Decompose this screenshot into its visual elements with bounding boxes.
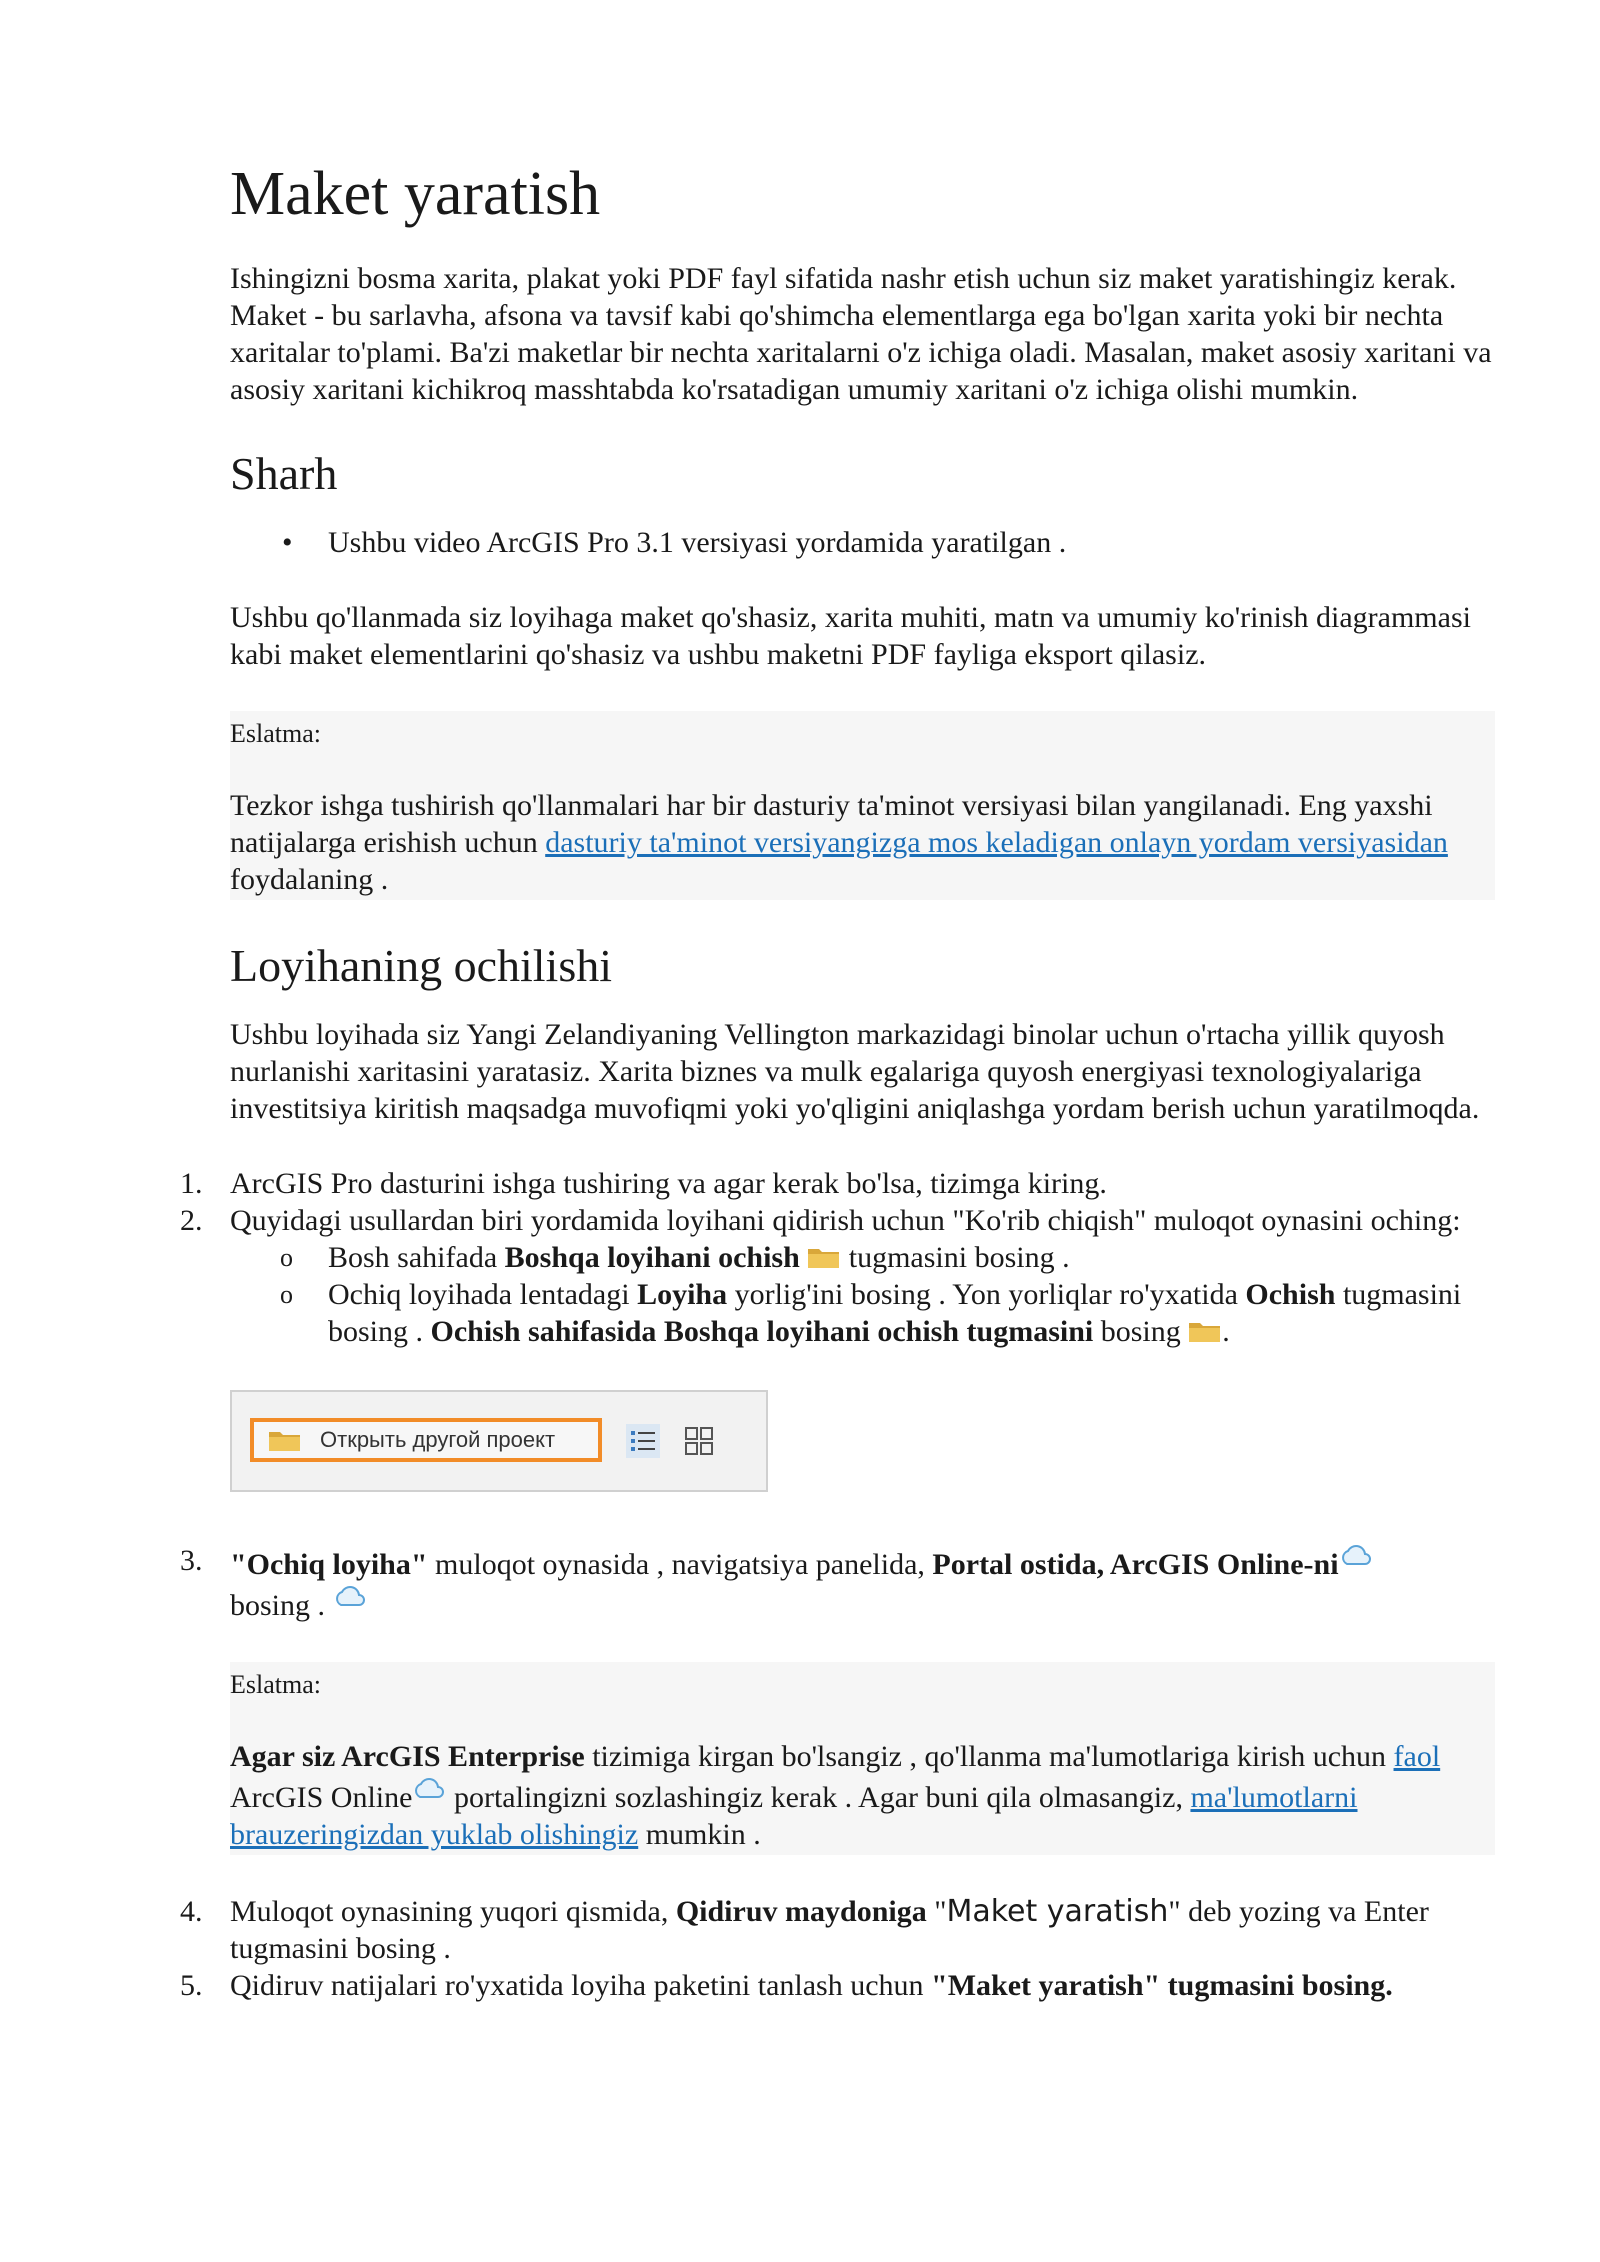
bold-text: "Ochiq loyiha" bbox=[230, 1548, 428, 1581]
text: portalingizni sozlashingiz kerak . Agar buni qila olmasangiz, bbox=[446, 1781, 1191, 1814]
steps-list-continued bbox=[180, 1893, 1495, 2004]
folder-icon bbox=[1188, 1319, 1222, 1343]
steps-list bbox=[180, 1165, 1495, 1624]
step-number: 5. bbox=[180, 1969, 203, 2002]
cloud-icon bbox=[333, 1583, 367, 1609]
text: ArcGIS Online bbox=[230, 1781, 413, 1814]
text: Ochiq loyihada lentadagi bbox=[328, 1278, 638, 1311]
bold-text: Ochish bbox=[1245, 1278, 1336, 1311]
bold-text: Boshqa loyihani ochish bbox=[504, 1241, 800, 1274]
text: muloqot oynasida , navigatsiya panelida, bbox=[427, 1548, 933, 1581]
grid-view-icon[interactable] bbox=[682, 1424, 716, 1458]
step-number: 4. bbox=[180, 1895, 203, 1928]
step-4 bbox=[180, 1893, 1495, 1967]
toolbar-screenshot bbox=[230, 1390, 768, 1492]
active-link[interactable]: faol bbox=[1393, 1740, 1441, 1773]
step-2 bbox=[180, 1202, 1495, 1492]
text: " deb yozing va Enter tugmasini bosing . bbox=[230, 1895, 1429, 1965]
text: bosing . bbox=[230, 1589, 326, 1622]
text: Bosh sahifada bbox=[328, 1241, 505, 1274]
note-box bbox=[230, 711, 1495, 900]
step-5 bbox=[180, 1967, 1495, 2004]
note-body bbox=[230, 787, 1495, 900]
text: yorlig'ini bosing . Yon yorliqlar ro'yxatida bbox=[727, 1278, 1246, 1311]
text: Qidiruv natijalari ro'yxatida loyiha paketini tanlash uchun bbox=[230, 1969, 932, 2002]
page-title: Maket yaratish bbox=[230, 160, 601, 228]
bold-text: Agar siz ArcGIS Enterprise bbox=[230, 1740, 585, 1773]
note-label: Eslatma: bbox=[230, 1670, 321, 1699]
cloud-icon bbox=[412, 1775, 446, 1801]
search-term: Maket yaratish bbox=[946, 1894, 1169, 1929]
text: tizimiga kirgan bo'lsangiz , qo'llanma ma'lumotlariga kirish uchun bbox=[584, 1740, 1394, 1773]
text: Muloqot oynasining yuqori qismida, bbox=[230, 1895, 676, 1928]
step-1 bbox=[180, 1165, 1495, 1202]
step-number: 2. bbox=[180, 1204, 203, 1237]
list-view-icon[interactable] bbox=[626, 1424, 660, 1458]
text: mumkin . bbox=[638, 1818, 761, 1851]
open-another-project-button[interactable] bbox=[250, 1418, 602, 1462]
bold-text: "Maket yaratish" tugmasini bosing. bbox=[931, 1969, 1393, 2002]
bold-text: Loyiha bbox=[637, 1278, 728, 1311]
step-text: ArcGIS Pro dasturini ishga tushiring va agar kerak bo'lsa, tizimga kiring. bbox=[230, 1167, 1107, 1200]
list-item bbox=[230, 1239, 1495, 1276]
opening-paragraph: Ushbu loyihada siz Yangi Zelandiyaning Vellington markazidagi binolar uchun o'rtacha yillik quyosh nurlanishi xaritasini yaratasiz. Xarita biznes va mulk egalariga quyosh energiyasi texnologiyalariga investitsiya kiritish maqsadga muvofiqmi yoki yo'qligini aniqlashga yordam berish uchun yaratilmoqda. bbox=[230, 1018, 1480, 1125]
intro-paragraph: Ishingizni bosma xarita, plakat yoki PDF fayl sifatida nashr etish uchun siz maket yaratishingiz kerak. Maket - bu sarlavha, afsona va tavsif kabi qo'shimcha elementlarga ega bo'lgan xarita yoki bir nechta xaritalar to'plami. Ba'zi maketlar bir nechta xaritalarni o'z ichiga oladi. Masalan, maket asosiy xaritani va asosiy xaritani kichikroq masshtabda ko'rsatadigan umumiy xaritani o'z ichiga olishi mumkin. bbox=[230, 262, 1492, 406]
text: tugmasini bosing . bbox=[328, 1278, 1462, 1348]
step-2-options bbox=[230, 1239, 1495, 1350]
section-heading-sharh: Sharh bbox=[230, 448, 338, 499]
document-page bbox=[180, 140, 1495, 2004]
bullet-text: Ushbu video ArcGIS Pro 3.1 versiyasi yordamida yaratilgan . bbox=[328, 526, 1067, 559]
sub-bullet-mark: o bbox=[280, 1243, 293, 1272]
text: tugmasini bosing . bbox=[848, 1241, 1070, 1274]
step-3 bbox=[180, 1542, 1495, 1624]
sharh-bullets bbox=[230, 524, 1495, 561]
section-heading-opening: Loyihaning ochilishi bbox=[230, 940, 613, 991]
note-box-enterprise bbox=[230, 1662, 1495, 1855]
folder-icon bbox=[807, 1245, 841, 1269]
list-item bbox=[230, 1276, 1495, 1350]
sharh-paragraph: Ushbu qo'llanmada siz loyihaga maket qo'shasiz, xarita muhiti, matn va umumiy ko'rinish diagrammasi kabi maket elementlarini qo'shasiz va ushbu maketni PDF fayliga eksport qilasiz. bbox=[230, 601, 1471, 671]
list-item bbox=[230, 524, 1495, 561]
note-label: Eslatma: bbox=[230, 719, 321, 748]
step-number: 1. bbox=[180, 1167, 203, 1200]
note-text: Tezkor ishga tushirish qo'llanmalari har bir dasturiy ta'minot versiyasi bilan yangilanadi. Eng yaxshi natijalarga erishish uchun bbox=[230, 789, 1433, 859]
step-text: Quyidagi usullardan biri yordamida loyihani qidirish uchun "Ko'rib chiqish" muloqot oynasini oching: bbox=[230, 1204, 1461, 1237]
text: . bbox=[1222, 1315, 1230, 1348]
cloud-icon bbox=[1339, 1542, 1373, 1568]
text: bosing bbox=[1093, 1315, 1181, 1348]
note-body bbox=[230, 1738, 1495, 1855]
bold-text: Portal ostida, ArcGIS Online-ni bbox=[932, 1548, 1339, 1581]
step-number: 3. bbox=[180, 1544, 203, 1577]
bold-text: Ochish sahifasida Boshqa loyihani ochish tugmasini bbox=[430, 1315, 1094, 1348]
bullet-mark: • bbox=[282, 526, 293, 559]
bold-text: Qidiruv maydoniga bbox=[675, 1895, 927, 1928]
text: " bbox=[926, 1895, 947, 1928]
download-data-link[interactable]: ma'lumotlarni brauzeringizdan yuklab olishingiz bbox=[230, 1781, 1358, 1851]
folder-icon bbox=[268, 1428, 302, 1452]
help-version-link[interactable]: dasturiy ta'minot versiyangizga mos keladigan onlayn yordam versiyasidan bbox=[545, 826, 1448, 859]
note-text: foydalaning . bbox=[230, 863, 389, 896]
sub-bullet-mark: o bbox=[280, 1280, 293, 1309]
button-label: Открыть другой проект bbox=[320, 1427, 556, 1452]
